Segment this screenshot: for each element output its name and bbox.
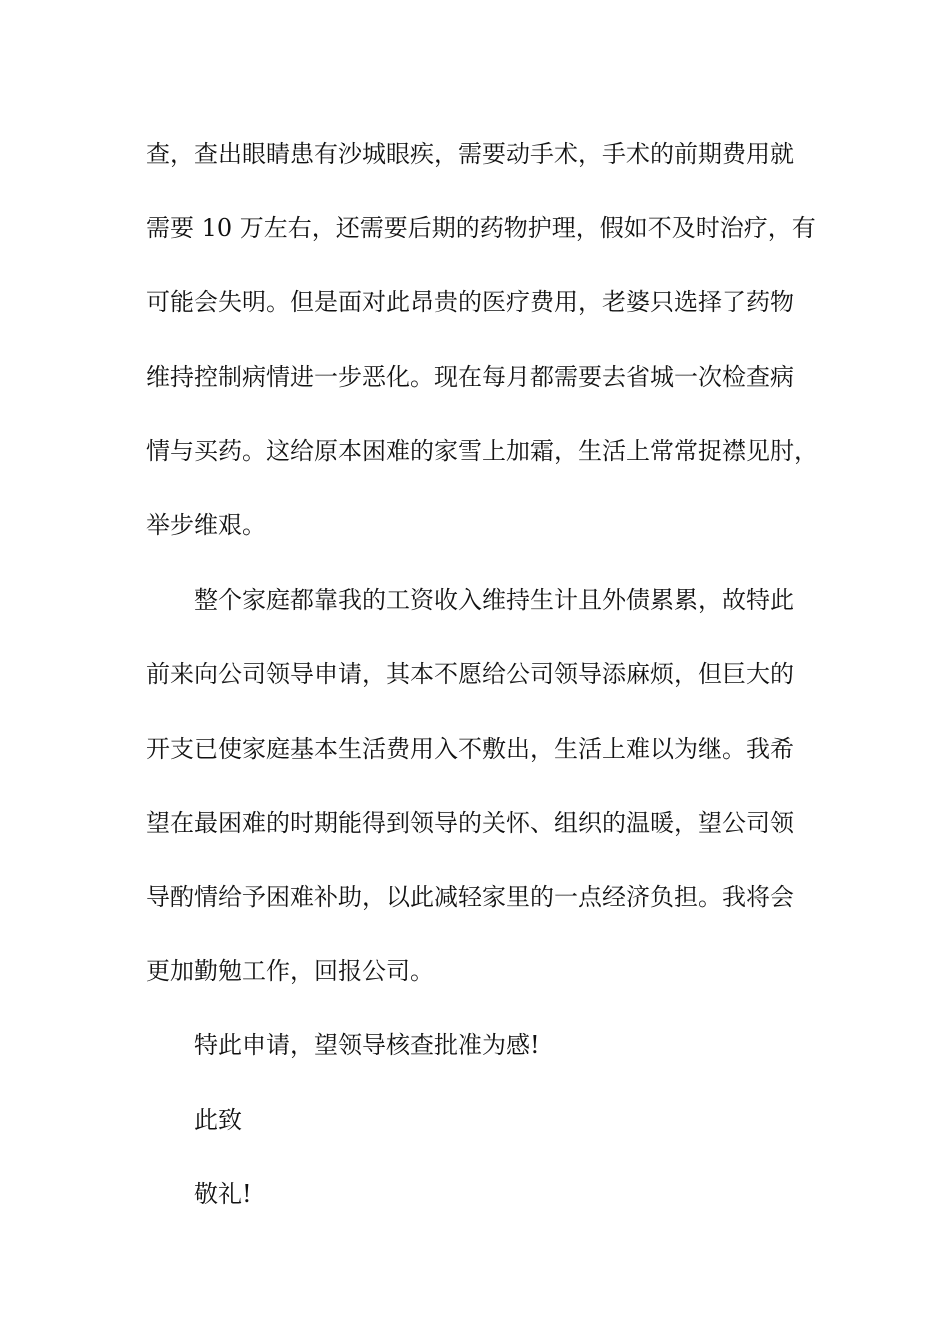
paragraph-2-line-1: 整个家庭都靠我的工资收入维持生计且外债累累，故特此 <box>194 586 794 614</box>
paragraph-1-line-4: 维持控制病情进一步恶化。现在每月都需要去省城一次检查病 <box>146 363 794 391</box>
paragraph-2-line-5: 导酌情给予困难补助，以此减轻家里的一点经济负担。我将会 <box>146 883 794 911</box>
paragraph-1-line-3: 可能会失明。但是面对此昂贵的医疗费用，老婆只选择了药物 <box>146 288 794 316</box>
paragraph-2-line-2: 前来向公司领导申请，其本不愿给公司领导添麻烦，但巨大的 <box>146 660 794 688</box>
request-line: 特此申请，望领导核查批准为感! <box>194 1031 540 1059</box>
paragraph-2-line-3: 开支已使家庭基本生活费用入不敷出，生活上难以为继。我希 <box>146 735 794 763</box>
paragraph-2-line-6: 更加勤勉工作，回报公司。 <box>146 957 434 985</box>
paragraph-1-line-2: 需要 10 万左右，还需要后期的药物护理，假如不及时治疗，有 <box>146 214 816 242</box>
paragraph-2-line-4: 望在最困难的时期能得到领导的关怀、组织的温暖，望公司领 <box>146 809 794 837</box>
closing-salutation: 此致 <box>194 1106 242 1134</box>
paragraph-1-line-5: 情与买药。这给原本困难的家雪上加霜，生活上常常捉襟见肘， <box>146 437 818 465</box>
paragraph-1-line-1: 查，查出眼睛患有沙城眼疾，需要动手术，手术的前期费用就 <box>146 140 794 168</box>
paragraph-1-line-6: 举步维艰。 <box>146 511 266 539</box>
closing-regards: 敬礼! <box>194 1180 252 1208</box>
